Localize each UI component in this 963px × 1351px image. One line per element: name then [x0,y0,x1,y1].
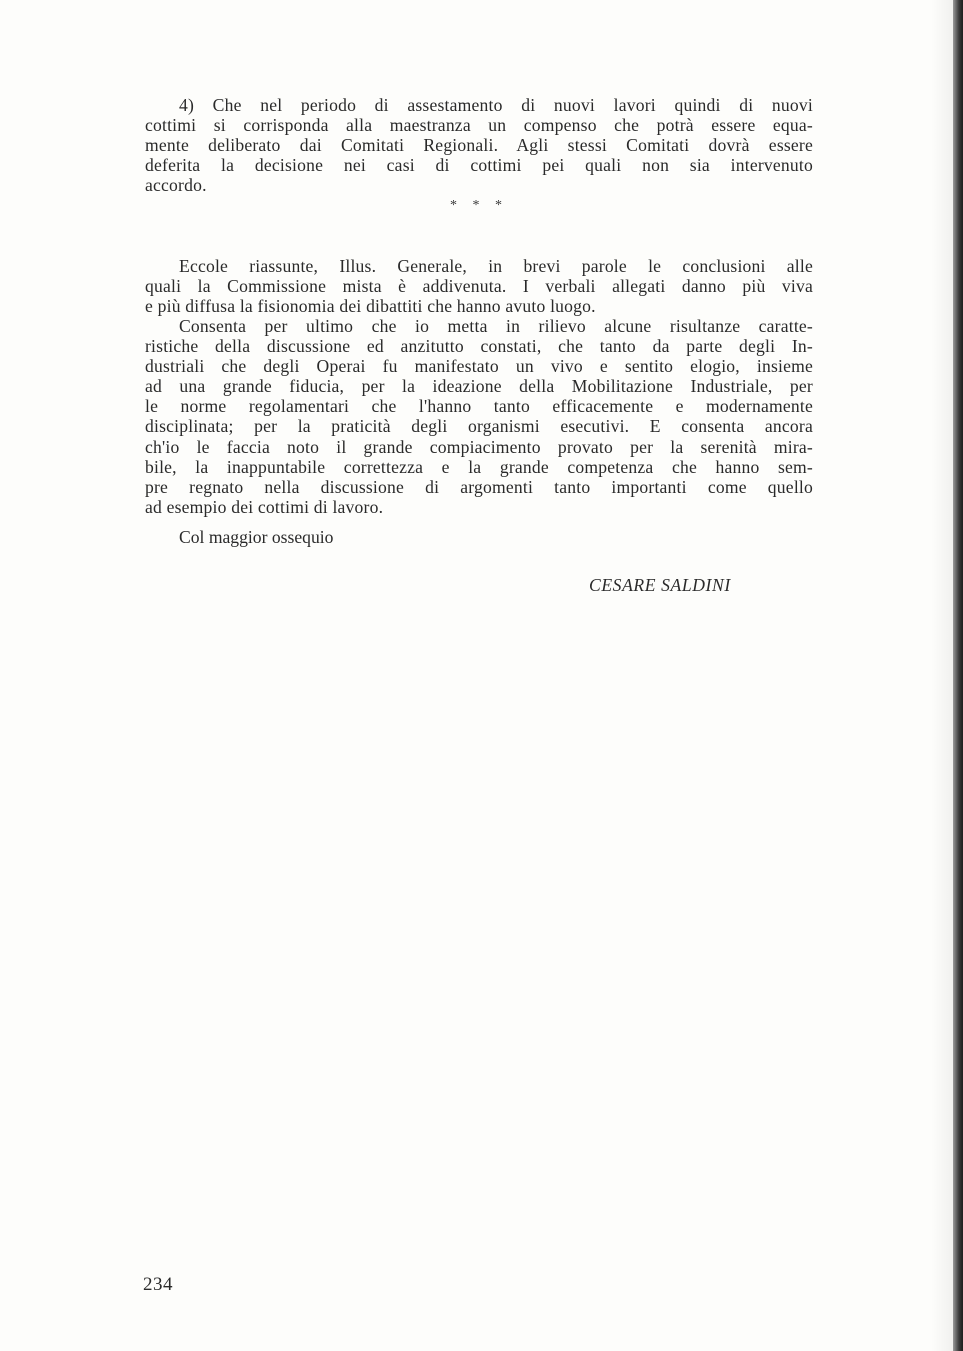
text-line: le norme regolamentari che l'hanno tanto efficacemente e modernamente [145,396,813,417]
text-line: ad una grande fiducia, per la ideazione della Mobilitazione Industriale, per [145,376,813,397]
text-line: accordo. [145,175,207,196]
text-line: ristiche della discussione ed anzitutto constati, che tanto da parte degli In- [145,336,813,357]
text-line: Consenta per ultimo che io metta in rilievo alcune risultanze caratte- [179,316,813,336]
text-line: quali la Commissione mista è addivenuta. I verbali allegati danno più viva [145,276,813,297]
book-spine-edge [953,0,963,1351]
paragraph-remarks [145,316,813,517]
text-line: e più diffusa la fisionomia dei dibattiti che hanno avuto luogo. [145,296,596,317]
text-line: mente deliberato dai Comitati Regionali. Agli stessi Comitati dovrà essere [145,135,813,156]
text-line: ch'io le faccia noto il grande compiacimento provato per la serenità mira- [145,436,813,457]
text-line: deferita la decisione nei casi di cottimi pei quali non sia intervenuto [145,155,813,176]
text-line: bile, la inappuntabile correttezza e la grande competenza che hanno sem- [145,456,813,477]
paragraph-point-4 [145,95,813,195]
text-line: pre regnato nella discussione di argomenti tanto importanti come quello [145,476,813,497]
page-number: 234 [143,1274,173,1295]
section-separator: * * * [450,198,508,213]
closing-salutation: Col maggior ossequio [179,527,334,547]
text-line: dustriali che degli Operai fu manifestato un vivo e sentito elogio, insieme [145,356,813,377]
binding-shadow [931,0,953,1351]
text-line: disciplinata; per la praticità degli organismi esecutivi. E consenta ancora [145,416,813,437]
text-line: Eccole riassunte, Illus. Generale, in brevi parole le conclusioni alle [179,256,813,276]
paragraph-summary [145,256,813,316]
text-line: cottimi si corrisponda alla maestranza un compenso che potrà essere equa- [145,115,813,136]
signature: CESARE SALDINI [589,575,731,595]
text-line: ad esempio dei cottimi di lavoro. [145,496,384,517]
text-line: 4) Che nel periodo di assestamento di nuovi lavori quindi di nuovi [179,95,813,115]
